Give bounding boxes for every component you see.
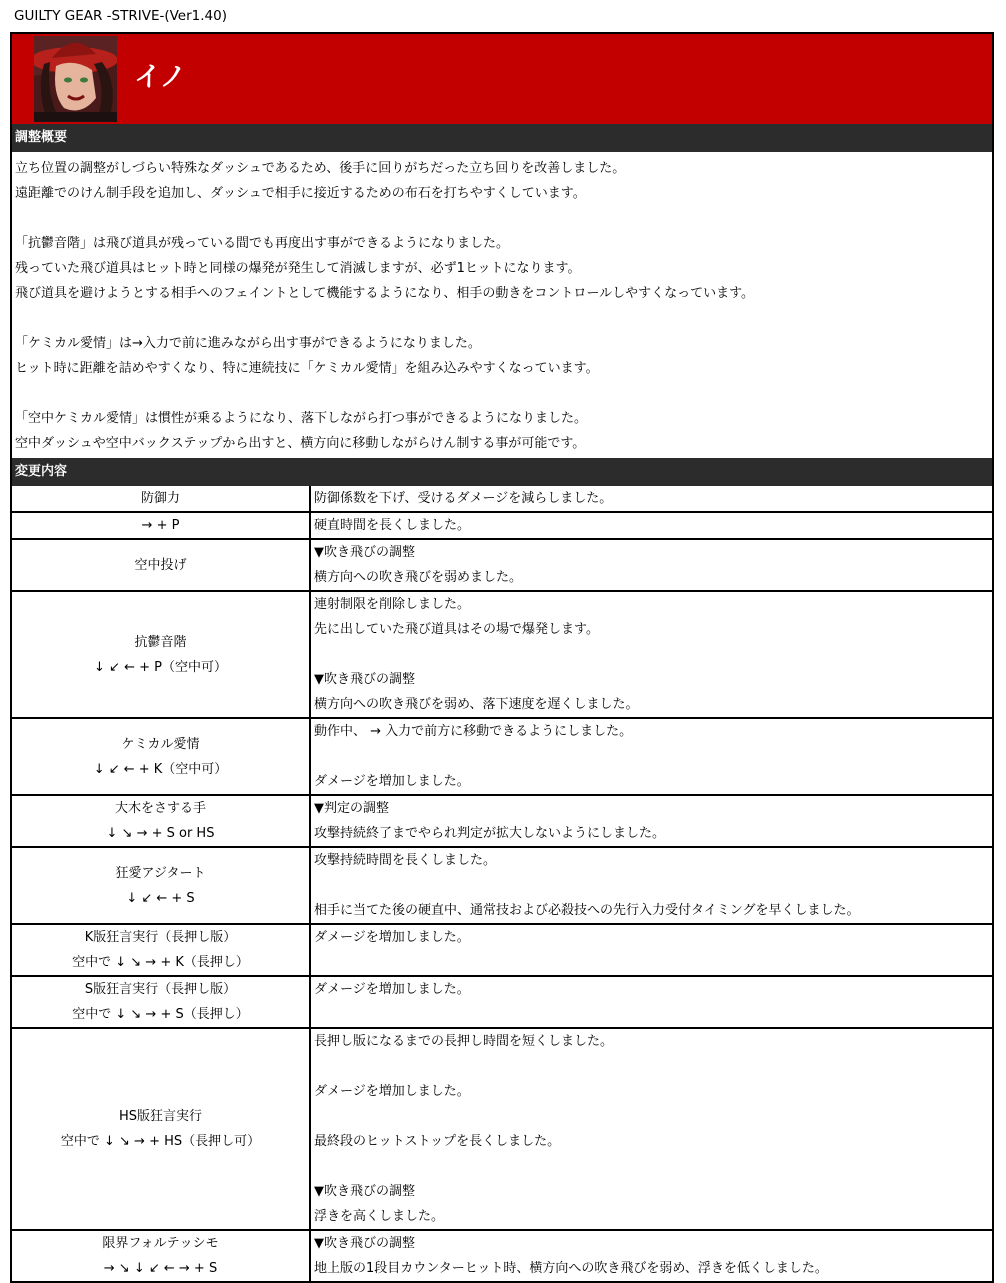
table-row	[12, 539, 992, 591]
move-name: 空中投げ	[134, 557, 187, 573]
summary-line	[15, 381, 989, 406]
table-row	[12, 591, 992, 718]
change-description-line: 先に出していた飛び道具はその場で爆発します。	[314, 622, 599, 637]
change-description-line	[314, 1154, 989, 1179]
change-description-line: ▼吹き飛びの調整	[314, 545, 415, 560]
changes-table	[12, 486, 992, 1283]
change-description-cell	[310, 1028, 992, 1230]
change-description-line: 攻撃持続終了までやられ判定が拡大しないようにしました。	[314, 826, 666, 841]
move-command: ↓ ↙ ← + P（空中可）	[94, 659, 227, 675]
move-name-cell	[12, 591, 310, 718]
move-name: → + P	[141, 518, 180, 533]
character-name: イノ	[134, 62, 187, 93]
change-description-line: 相手に当てた後の硬直中、通常技および必殺技への先行入力受付タイミングを早くしました。	[314, 903, 860, 918]
move-name-cell	[12, 1028, 310, 1230]
change-description-cell	[310, 486, 992, 512]
change-description-line: ▼吹き飛びの調整	[314, 1184, 415, 1199]
change-description-cell	[310, 539, 992, 591]
move-name-cell	[12, 976, 310, 1028]
move-name: HS版狂言実行	[118, 1109, 203, 1124]
table-row	[12, 795, 992, 847]
move-name: 抗鬱音階	[134, 634, 187, 650]
move-name-cell	[12, 539, 310, 591]
move-name-cell	[12, 795, 310, 847]
summary-line: 立ち位置の調整がしづらい特殊なダッシュであるため、後手に回りがちだった立ち回りを改善しました。	[15, 161, 626, 176]
move-name-cell	[12, 718, 310, 795]
change-description-line	[314, 873, 989, 898]
change-description-line: 長押し版になるまでの長押し時間を短くしました。	[314, 1034, 614, 1049]
change-description-line: ▼吹き飛びの調整	[314, 1236, 415, 1251]
summary-line: 遠距離でのけん制手段を追加し、ダッシュで相手に接近するための布石を打ちやすくしています。	[15, 186, 586, 201]
change-description-line: ダメージを増加しました。	[314, 982, 470, 997]
change-description-line: ▼判定の調整	[314, 801, 389, 816]
change-description-cell	[310, 512, 992, 539]
change-description-cell	[310, 847, 992, 924]
table-row	[12, 1028, 992, 1230]
change-description-cell	[310, 924, 992, 976]
move-name: 限界フォルテッシモ	[102, 1236, 219, 1251]
move-name: 防御力	[140, 491, 180, 506]
move-name: K版狂言実行（長押し版）	[84, 930, 237, 945]
move-command: ↓ ↙ ← + S	[126, 890, 195, 906]
summary-line	[15, 206, 989, 231]
change-description-line: ダメージを増加しました。	[314, 774, 470, 789]
summary-line: 「ケミカル愛情」は→入力で前に進みながら出す事ができるようになりました。	[15, 336, 481, 351]
change-description-line: 連射制限を削除しました。	[314, 597, 471, 612]
change-description-line	[314, 1054, 989, 1079]
change-description-line: 防御係数を下げ、受けるダメージを減らしました。	[314, 491, 613, 506]
summary-section-title: 調整概要	[12, 124, 992, 152]
change-description-line: 地上版の1段目カウンターヒット時、横方向への吹き飛びを弱め、浮きを低くしました。	[314, 1261, 828, 1276]
table-row	[12, 512, 992, 539]
change-description-line: 横方向への吹き飛びを弱め、落下速度を遅くしました。	[314, 697, 639, 712]
character-header	[12, 34, 992, 124]
change-description-cell	[310, 795, 992, 847]
move-name-cell	[12, 924, 310, 976]
move-name-cell	[12, 512, 310, 539]
change-description-line: 硬直時間を長くしました。	[314, 518, 471, 533]
change-description-line: ▼吹き飛びの調整	[314, 672, 415, 687]
change-description-line: ダメージを増加しました。	[314, 1084, 470, 1099]
change-description-line	[314, 1104, 989, 1129]
table-row	[12, 847, 992, 924]
table-row	[12, 486, 992, 512]
patch-notes-frame	[10, 32, 994, 1283]
change-description-cell	[310, 976, 992, 1028]
change-description-line	[314, 642, 989, 667]
move-name-cell	[12, 1230, 310, 1282]
summary-text	[12, 152, 992, 458]
table-row	[12, 1230, 992, 1282]
table-row	[12, 718, 992, 795]
move-command: 空中で ↓ ↘ → + K（長押し）	[72, 955, 249, 970]
move-command: ↓ ↙ ← + K（空中可）	[93, 761, 228, 777]
changes-section-title: 変更内容	[12, 458, 992, 486]
summary-line: 「空中ケミカル愛情」は慣性が乗るようになり、落下しながら打つ事ができるようになりました。	[15, 411, 588, 426]
move-name-cell	[12, 847, 310, 924]
summary-line: ヒット時に距離を詰めやすくなり、特に連続技に「ケミカル愛情」を組み込みやすくなっています。	[15, 361, 599, 376]
move-command: ↓ ↘ → + S or HS	[106, 826, 215, 841]
move-name: 狂愛アジタート	[115, 865, 206, 881]
change-description-cell	[310, 1230, 992, 1282]
summary-line: 空中ダッシュや空中バックステップから出すと、横方向に移動しながらけん制する事が可能です。	[15, 436, 586, 451]
character-portrait-icon	[34, 36, 117, 122]
move-name: S版狂言実行（長押し版）	[84, 982, 237, 997]
move-command: 空中で ↓ ↘ → + S（長押し）	[72, 1007, 249, 1022]
summary-line: 「抗鬱音階」は飛び道具が残っている間でも再度出す事ができるようになりました。	[15, 236, 510, 251]
change-description-line: 攻撃持続時間を長くしました。	[314, 853, 497, 868]
move-name: 大木をさする手	[114, 801, 206, 816]
change-description-line: 最終段のヒットストップを長くしました。	[314, 1134, 561, 1149]
table-row	[12, 924, 992, 976]
change-description-line: 浮きを高くしました。	[314, 1209, 445, 1224]
summary-line: 残っていた飛び道具はヒット時と同様の爆発が発生して消滅しますが、必ず1ヒットになります。	[15, 261, 581, 276]
change-description-line: ダメージを増加しました。	[314, 930, 470, 945]
change-description-line: 横方向への吹き飛びを弱めました。	[314, 570, 523, 585]
document-title: GUILTY GEAR -STRIVE-(Ver1.40)	[14, 8, 227, 24]
move-command: → ↘ ↓ ↙ ← → + S	[103, 1261, 218, 1276]
change-description-line: 動作中、 → 入力で前方に移動できるようにしました。	[314, 724, 633, 739]
summary-line: 飛び道具を避けようとする相手へのフェイントとして機能するようになり、相手の動きをコントロールしやすくなっています。	[15, 286, 755, 301]
summary-line	[15, 306, 989, 331]
move-name-cell	[12, 486, 310, 512]
change-description-cell	[310, 718, 992, 795]
move-command: 空中で ↓ ↘ → + HS（長押し可）	[60, 1134, 261, 1149]
move-name: ケミカル愛情	[121, 736, 200, 752]
change-description-cell	[310, 591, 992, 718]
table-row	[12, 976, 992, 1028]
change-description-line	[314, 744, 989, 769]
